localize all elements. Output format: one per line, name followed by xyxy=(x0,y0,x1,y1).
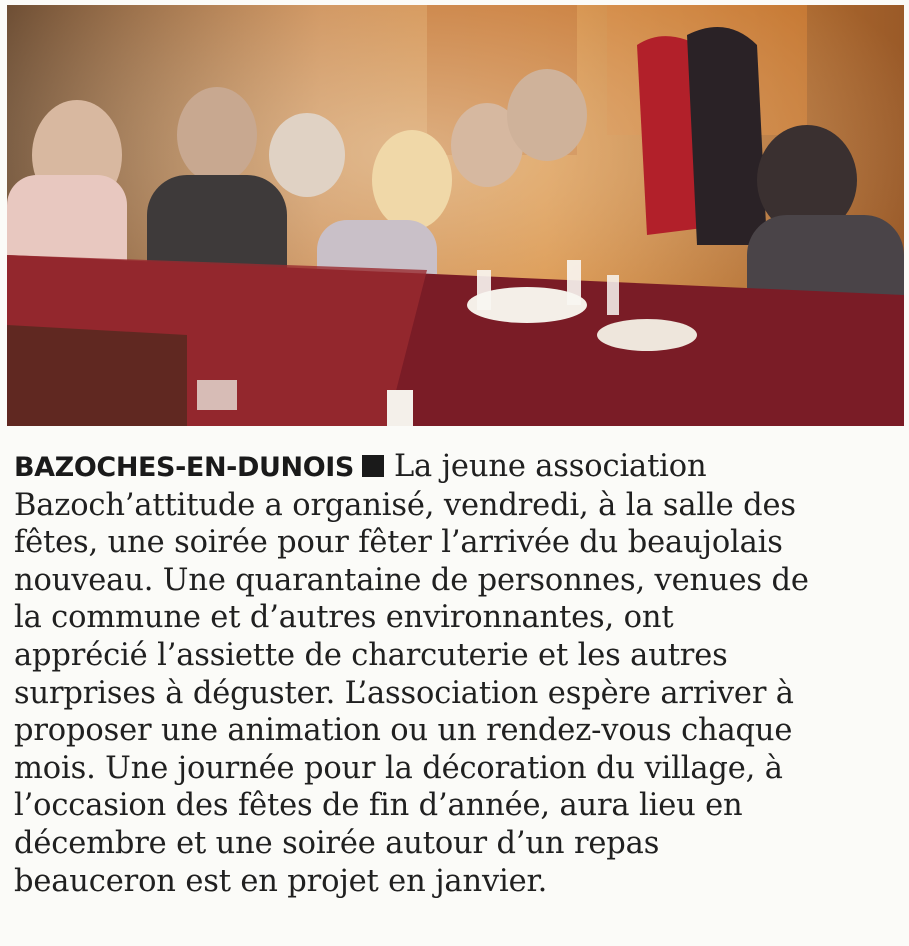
glass xyxy=(607,275,619,315)
caption-line: fêtes, une soirée pour fêter l’arrivée du beaujolais xyxy=(14,525,783,561)
photo-scene xyxy=(7,5,904,426)
article-caption xyxy=(14,448,899,900)
caption-line-1 xyxy=(14,448,899,487)
caption-line: mois. Une journée pour la décoration du village, à xyxy=(14,750,783,786)
guest xyxy=(372,130,452,230)
caption-line: la commune et d’autres environnantes, ont xyxy=(14,600,674,636)
separator-square-icon xyxy=(362,455,384,477)
caption-line: l’occasion des fêtes de fin d’année, aura lieu en xyxy=(14,788,743,824)
guest xyxy=(177,87,257,183)
caption-line: décembre et une soirée autour d’un repas xyxy=(14,825,660,861)
caption-line: proposer une animation ou un rendez-vous chaque xyxy=(14,713,793,749)
glass xyxy=(477,270,491,310)
guest xyxy=(507,69,587,161)
plate xyxy=(597,319,697,351)
glass xyxy=(567,260,581,305)
guest xyxy=(269,113,345,197)
event-photo xyxy=(7,5,904,426)
caption-line: apprécié l’assiette de charcuterie et les autres xyxy=(14,637,728,673)
caption-line: surprises à déguster. L’association espère arriver à xyxy=(14,675,794,711)
caption-text: La jeune association xyxy=(393,449,707,484)
dark-coat xyxy=(687,27,767,245)
caption-line: beauceron est en projet en janvier. xyxy=(14,863,548,899)
caption-line: nouveau. Une quarantaine de personnes, venues de xyxy=(14,562,809,598)
place-kicker: BAZOCHES-EN-DUNOIS xyxy=(14,452,354,483)
caption-line: Bazoch’attitude a organisé, vendredi, à la salle des xyxy=(14,487,796,523)
cup xyxy=(197,380,237,410)
cup xyxy=(387,390,413,426)
